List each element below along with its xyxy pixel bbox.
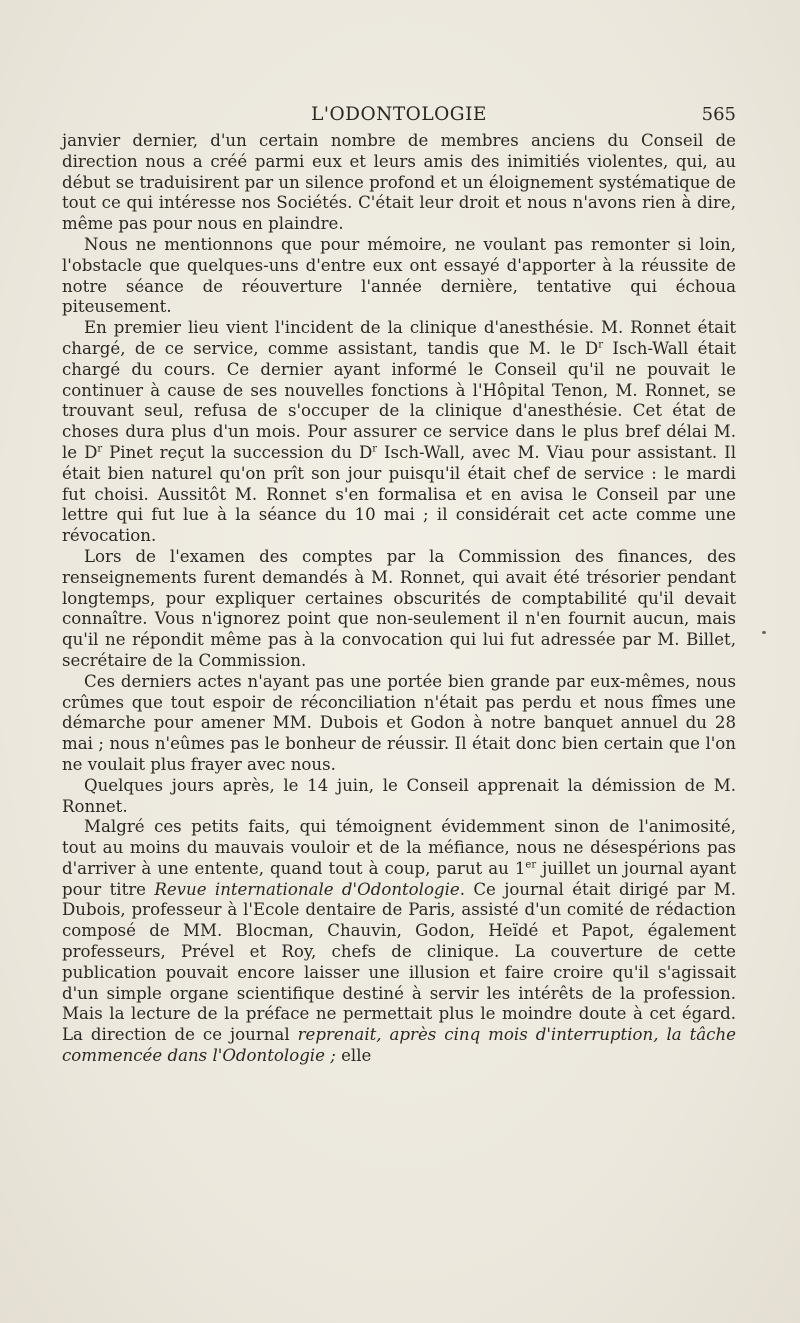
- paragraph: [62, 672, 736, 776]
- quoted-italic: reprenait, après cinq mois d'interruption, la tâche commencée dans l'Odontologie ;: [62, 1025, 736, 1066]
- paragraph-text: Malgré ces petits faits, qui témoignent évidemment sinon de l'animosité, tout au moins du mauvais vouloir et de la méfiance, nous ne désespérions pas d'arriver à une entente, quand tout à coup, parut au 1: [62, 817, 736, 878]
- superscript: r: [372, 443, 378, 455]
- paragraph-text: Lors de l'examen des comptes par la Commission des finances, des renseignements furent demandés à M. Ronnet, qui avait été trésorier pendant longtemps, pour expliquer certaines obscurités de comptabilité qu'il devait connaître. Vous n'ignorez point que non-seulement il n'en fournit aucun, mais qu'il ne répondit même pas à la convocation qui lui fut adressée par M. Billet, secrétaire de la Commission.: [62, 546, 736, 670]
- superscript: er: [525, 859, 537, 871]
- paragraph-text: elle: [335, 1046, 372, 1066]
- superscript: r: [97, 443, 103, 455]
- paragraph: [62, 318, 736, 547]
- paragraph-text: Ces derniers actes n'ayant pas une portée bien grande par eux-mêmes, nous crûmes que tout espoir de réconciliation n'était pas perdu et nous fîmes une démarche pour amener MM. Dubois et Godon à notre banquet annuel du 28 mai ; nous n'eûmes pas le bonheur de réussir. Il était donc bien certain que l'on ne voulait plus frayer avec nous.: [62, 671, 736, 774]
- margin-speck: [762, 631, 766, 634]
- paragraph: [62, 817, 736, 1067]
- running-header: [62, 100, 736, 130]
- paragraph-text: janvier dernier, d'un certain nombre de membres anciens du Conseil de direction nous a créé parmi eux et leurs amis des inimitiés violentes, qui, au début se traduisirent par un silence profond et un éloignement systématique de tout ce qui intéresse nos Sociétés. C'était leur droit et nous n'avons rien à dire, même pas pour nous en plaindre.: [62, 131, 736, 234]
- paragraph-text: Isch-Wall, avec M. Viau pour assistant. Il était bien naturel qu'on prît son jour puisqu'il était chef de service : le mardi fut choisi. Aussitôt M. Ronnet s'en formalisa et en avisa le Conseil par une lettre qui fut lue à la séance du 10 mai ; il considérait cet acte comme une révocation.: [62, 442, 736, 546]
- paragraph: [62, 235, 736, 318]
- paragraph-text: En premier lieu vient l'incident de la clinique d'anesthésie. M. Ronnet était chargé, de ce service, comme assistant, tandis que M. le D: [62, 318, 736, 358]
- superscript: r: [598, 339, 604, 351]
- paragraph-continuation: [62, 131, 736, 235]
- paragraph-text: . Ce journal était dirigé par M. Dubois, professeur à l'Ecole dentaire de Paris, assisté d'un comité de rédaction composé de MM. Blocman, Chauvin, Godon, Heïdé et Papot, également professeurs, Prével et Roy, chefs de clinique. La couverture de cette publication pouvait encore laisser une illusion et faire croire qu'il s'agissait d'un simple organe scientifique destiné à servir les intérêts de la profession. Mais la lecture de la préface ne permettait plus le moindre doute à cet égard. La direction de ce journal: [62, 879, 736, 1045]
- page-number: 565: [701, 104, 736, 125]
- paragraph: [62, 547, 736, 672]
- journal-title-italic: Revue internationale d'Odontologie: [154, 879, 460, 899]
- paragraph-text: Quelques jours après, le 14 juin, le Conseil apprenait la démission de M. Ronnet.: [62, 775, 736, 816]
- paragraph: [62, 776, 736, 818]
- paragraph-text: Isch-Wall était chargé du cours. Ce dernier ayant informé le Conseil qu'il ne pouvait le continuer à cause de ses nouvelles fonctions à l'Hôpital Tenon, M. Ronnet, se trouvant seul, refusa de s'occuper de la clinique d'anesthésie. Cet état de choses dura plus d'un mois. Pour assurer ce service dans le plus bref délai M. le D: [62, 338, 736, 462]
- paragraph-text: Nous ne mentionnons que pour mémoire, ne voulant pas remonter si loin, l'obstacle que quelques-uns d'entre eux ont essayé d'apporter à la réussite de notre séance de réouverture l'année dernière, tentative qui échoua piteusement.: [62, 234, 736, 317]
- paragraph-text: juillet un journal ayant pour titre: [62, 858, 736, 899]
- paragraph-text: Pinet reçut la succession du D: [102, 442, 373, 462]
- body-text: [62, 131, 736, 1067]
- running-title: L'ODONTOLOGIE: [311, 104, 487, 125]
